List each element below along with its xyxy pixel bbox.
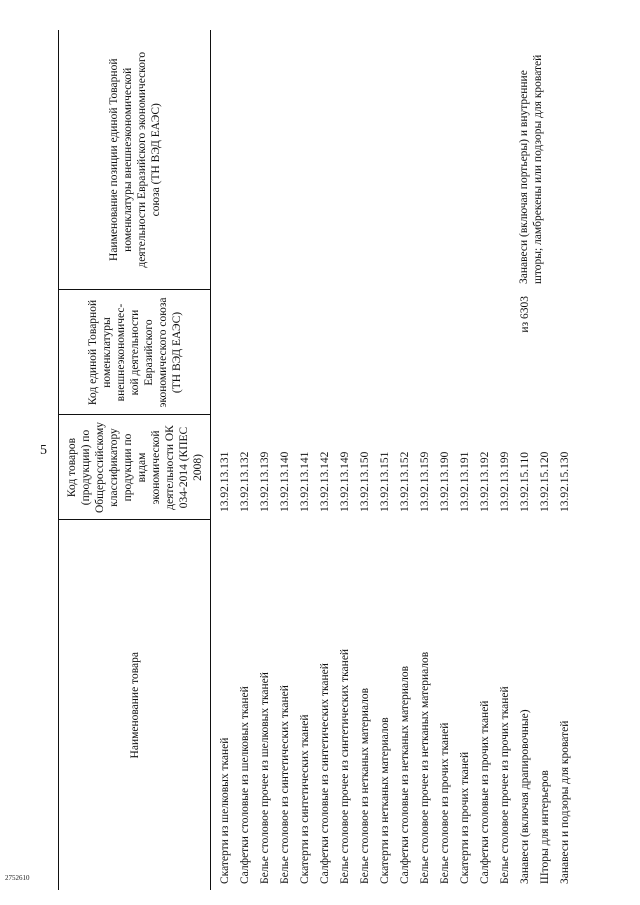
table-row <box>515 30 535 890</box>
row-tnved-code <box>535 290 555 415</box>
table-row <box>255 30 275 890</box>
row-okpd2-code: 13.92.15.110 <box>519 452 531 512</box>
document-code: 2752610 <box>5 874 30 882</box>
row-goods-name: Скатерти из прочих тканей <box>459 751 471 884</box>
row-goods-name: Белье столовое прочее из синтетических тканей <box>339 648 351 884</box>
table-row <box>495 30 515 890</box>
row-goods-name: Белье столовое прочее из прочих тканей <box>499 686 511 884</box>
row-tnved-name <box>475 30 495 290</box>
row-tnved-code <box>395 290 415 415</box>
row-okpd2-code: 13.92.13.140 <box>279 451 291 512</box>
row-okpd2-code: 13.92.13.199 <box>499 451 511 512</box>
row-tnved-code <box>435 290 455 415</box>
row-okpd2-code: 13.92.13.131 <box>219 451 231 512</box>
row-okpd2-code: 13.92.13.139 <box>259 451 271 512</box>
row-tnved-code: из 6303 <box>519 296 531 333</box>
table-row <box>235 30 255 890</box>
header-tnved-code: Код единой Товарной номенклатуры внешнеэкономичес-кой деятельности Евразийского экономического союза (ТН ВЭД ЕАЭС) <box>59 290 211 415</box>
row-tnved-code <box>455 290 475 415</box>
row-tnved-name <box>395 30 415 290</box>
row-tnved-code <box>275 290 295 415</box>
row-tnved-name <box>275 30 295 290</box>
row-okpd2-code: 13.92.13.150 <box>359 451 371 512</box>
row-goods-name: Белье столовое из нетканых материалов <box>359 688 371 884</box>
header-okpd2-code: Код товаров (продукции) по Общероссийскому классификатору продукции по видам экономической деятельности ОК 034-2014 (КПЕС 2008) <box>59 415 211 520</box>
rotated-table-container <box>58 30 588 890</box>
row-tnved-name: Занавеси (включая портьеры) и внутренние шторы; ламбрекены или подзоры для кроватей <box>518 54 544 284</box>
row-tnved-code <box>255 290 275 415</box>
table-row <box>315 30 335 890</box>
row-tnved-code <box>355 290 375 415</box>
goods-table <box>58 30 575 890</box>
table-row <box>435 30 455 890</box>
row-tnved-name <box>315 30 335 290</box>
row-goods-name: Салфетки столовые из шелковых тканей <box>239 686 251 884</box>
row-tnved-code <box>315 290 335 415</box>
row-okpd2-code: 13.92.13.132 <box>239 451 251 512</box>
table-row <box>295 30 315 890</box>
row-tnved-name <box>335 30 355 290</box>
row-tnved-name <box>211 30 236 290</box>
row-okpd2-code: 13.92.13.192 <box>479 451 491 512</box>
row-tnved-name <box>375 30 395 290</box>
header-goods-name: Наименование товара <box>59 520 211 890</box>
row-goods-name: Белье столовое из прочих тканей <box>439 722 451 884</box>
table-row <box>375 30 395 890</box>
row-tnved-name <box>415 30 435 290</box>
row-goods-name: Белье столовое прочее из шелковых тканей <box>259 672 271 884</box>
row-tnved-code <box>415 290 435 415</box>
table-row <box>415 30 435 890</box>
row-tnved-name <box>295 30 315 290</box>
row-tnved-code <box>335 290 355 415</box>
row-okpd2-code: 13.92.13.151 <box>379 451 391 512</box>
row-goods-name: Салфетки столовые из нетканых материалов <box>399 665 411 884</box>
table-row <box>475 30 495 890</box>
table-row <box>455 30 475 890</box>
row-tnved-name <box>255 30 275 290</box>
row-goods-name: Белье столовое из синтетических тканей <box>279 685 291 884</box>
row-okpd2-code: 13.92.13.190 <box>439 451 451 512</box>
row-goods-name: Шторы для интерьеров <box>539 770 551 884</box>
row-tnved-code <box>475 290 495 415</box>
row-goods-name: Скатерти из синтетических тканей <box>299 714 311 884</box>
row-goods-name: Салфетки столовые из прочих тканей <box>479 700 491 884</box>
row-goods-name: Белье столовое прочее из нетканых материалов <box>419 651 431 884</box>
row-goods-name: Занавеси и подзоры для кроватей <box>559 720 571 884</box>
row-tnved-code <box>375 290 395 415</box>
row-tnved-name <box>235 30 255 290</box>
row-goods-name: Скатерти из нетканых материалов <box>379 717 391 884</box>
table-row <box>395 30 415 890</box>
row-tnved-name <box>495 30 515 290</box>
row-goods-name: Занавеси (включая драпировочные) <box>519 709 531 884</box>
row-tnved-code <box>295 290 315 415</box>
header-tnved-name: Наименование позиции единой Товарной номенклатуры внешнеэкономической деятельности Евразийского экономического союза (ТН ВЭД ЕАЭС) <box>59 30 211 290</box>
row-okpd2-code: 13.92.13.159 <box>419 451 431 512</box>
row-tnved-code <box>235 290 255 415</box>
table-row <box>275 30 295 890</box>
row-okpd2-code: 13.92.13.149 <box>339 451 351 512</box>
row-tnved-name <box>435 30 455 290</box>
row-goods-name: Салфетки столовые из синтетических тканей <box>319 663 331 884</box>
table-row <box>335 30 355 890</box>
row-okpd2-code: 13.92.13.191 <box>459 451 471 512</box>
table-row <box>355 30 375 890</box>
row-tnved-name <box>355 30 375 290</box>
table-header-row <box>59 30 211 890</box>
row-okpd2-code: 13.92.13.152 <box>399 451 411 512</box>
row-okpd2-code: 13.92.13.142 <box>319 451 331 512</box>
row-tnved-code <box>211 290 236 415</box>
row-okpd2-code: 13.92.15.130 <box>559 451 571 512</box>
page-number: 5 <box>40 443 47 458</box>
table-row <box>211 30 236 890</box>
row-okpd2-code: 13.92.15.120 <box>539 451 551 512</box>
row-okpd2-code: 13.92.13.141 <box>299 451 311 512</box>
row-goods-name: Скатерти из шелковых тканей <box>219 737 231 884</box>
row-tnved-code <box>495 290 515 415</box>
row-tnved-code <box>555 290 575 415</box>
row-tnved-name <box>455 30 475 290</box>
